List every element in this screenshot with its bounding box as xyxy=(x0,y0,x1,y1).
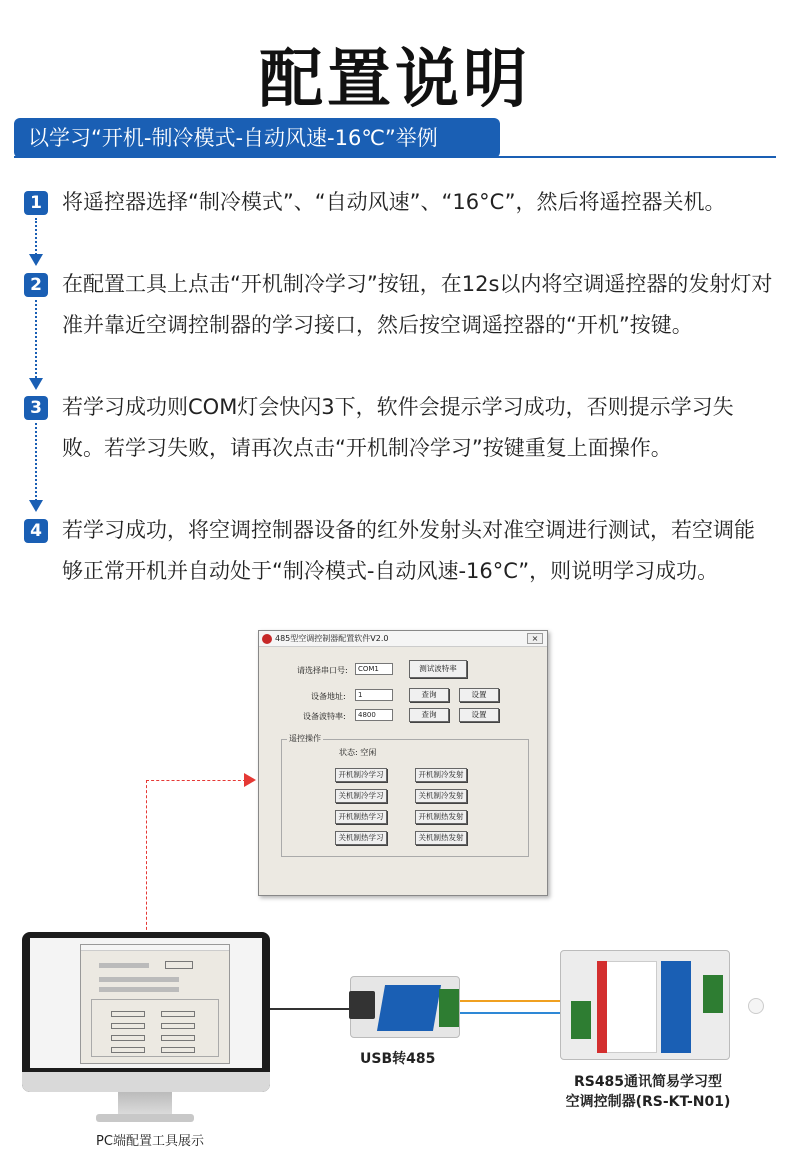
monitor-base xyxy=(96,1114,194,1122)
step-text: 将遥控器选择“制冷模式”、“自动风速”、“16°C”，然后将遥控器关机。 xyxy=(62,190,726,214)
steps-list xyxy=(24,182,774,633)
power-on-heat-send-button[interactable]: 开机制热发射 xyxy=(415,810,467,824)
pointer-arrow-icon xyxy=(244,773,256,787)
down-arrow-icon xyxy=(29,500,43,512)
port-label: 请选择串口号: xyxy=(297,666,348,675)
step-connector xyxy=(35,423,37,505)
step-number-badge: 2 xyxy=(24,273,48,297)
address-set-button[interactable]: 设置 xyxy=(459,688,499,702)
step-number-badge: 3 xyxy=(24,396,48,420)
test-baud-button[interactable]: 测试波特率 xyxy=(409,660,467,678)
down-arrow-icon xyxy=(29,378,43,390)
usb-plug xyxy=(349,991,375,1019)
step-connector xyxy=(35,218,37,258)
device-caption xyxy=(548,1072,748,1112)
baud-set-button[interactable]: 设置 xyxy=(459,708,499,722)
power-off-cool-send-button[interactable]: 关机制冷发射 xyxy=(415,789,467,803)
pointer-line-horizontal xyxy=(146,780,246,781)
pointer-line-vertical xyxy=(146,780,147,935)
banner-underline xyxy=(14,156,776,158)
address-input[interactable]: 1 xyxy=(355,689,393,701)
remote-control-group-label: 遥控操作 xyxy=(289,734,321,743)
rs485-wire-a xyxy=(460,1000,572,1002)
mini-software-preview xyxy=(80,944,230,1064)
device-caption-line-1: RS485通讯简易学习型 xyxy=(573,1074,723,1090)
usb-caption: USB转485 xyxy=(360,1051,436,1067)
step-number-badge: 4 xyxy=(24,519,48,543)
page-title: 配置说明 xyxy=(259,43,531,117)
ir-emitter-icon xyxy=(748,998,764,1014)
step-connector xyxy=(35,300,37,382)
power-on-cool-learn-button[interactable]: 开机制冷学习 xyxy=(335,768,387,782)
device-caption-line-2: 空调控制器(RS-KT-N01) xyxy=(565,1094,731,1110)
address-query-button[interactable]: 查询 xyxy=(409,688,449,702)
monitor-chin xyxy=(22,1072,270,1092)
power-off-heat-learn-button[interactable]: 关机制热学习 xyxy=(335,831,387,845)
rs485-wire-b xyxy=(460,1012,572,1014)
device-label-stripe xyxy=(597,961,607,1053)
terminal-block xyxy=(571,1001,591,1039)
baud-label: 设备波特率: xyxy=(303,712,346,721)
step-4 xyxy=(24,510,774,633)
status-text: 状态: 空闲 xyxy=(339,748,377,757)
down-arrow-icon xyxy=(29,254,43,266)
step-text: 若学习成功则COM灯会快闪3下，软件会提示学习成功，否则提示学习失败。若学习失败，请再次点击“开机制冷学习”按键重复上面操作。 xyxy=(62,395,734,460)
address-label: 设备地址: xyxy=(311,692,346,701)
power-on-cool-send-button[interactable]: 开机制冷发射 xyxy=(415,768,467,782)
step-1 xyxy=(24,182,774,264)
remote-control-group xyxy=(281,739,529,857)
usb-485-converter xyxy=(350,976,460,1038)
step-text: 若学习成功，将空调控制器设备的红外发射头对准空调进行测试，若空调能够正常开机并自动处于“制冷模式-自动风速-16°C”，则说明学习成功。 xyxy=(62,518,755,583)
baud-query-button[interactable]: 查询 xyxy=(409,708,449,722)
baud-input[interactable]: 4800 xyxy=(355,709,393,721)
pc-monitor xyxy=(22,932,270,1092)
step-2 xyxy=(24,264,774,387)
step-number-badge: 1 xyxy=(24,191,48,215)
power-off-cool-learn-button[interactable]: 关机制冷学习 xyxy=(335,789,387,803)
power-off-heat-send-button[interactable]: 关机制热发射 xyxy=(415,831,467,845)
window-titlebar xyxy=(259,631,547,647)
logo-icon xyxy=(262,634,272,644)
converter-face xyxy=(377,985,441,1031)
ir-terminal-block xyxy=(703,975,723,1013)
config-software-window xyxy=(258,630,548,896)
close-button[interactable]: × xyxy=(527,633,543,644)
device-side-panel xyxy=(661,961,691,1053)
usb-cable xyxy=(270,1008,352,1010)
step-3 xyxy=(24,387,774,510)
example-banner: 以学习“开机-制冷模式-自动风速-16℃”举例 xyxy=(14,118,500,158)
terminal-block xyxy=(439,989,459,1027)
power-on-heat-learn-button[interactable]: 开机制热学习 xyxy=(335,810,387,824)
pc-caption: PC端配置工具展示 xyxy=(96,1134,204,1149)
step-text: 在配置工具上点击“开机制冷学习”按钮，在12s以内将空调遥控器的发射灯对准并靠近空调控制器的学习接口，然后按空调遥控器的“开机”按键。 xyxy=(62,272,773,337)
monitor-stand xyxy=(118,1092,172,1116)
ac-controller-device xyxy=(560,950,730,1060)
monitor-screen xyxy=(30,938,262,1068)
window-title: 485型空调控制器配置软件V2.0 xyxy=(275,634,389,643)
port-select[interactable]: COM1 xyxy=(355,663,393,675)
